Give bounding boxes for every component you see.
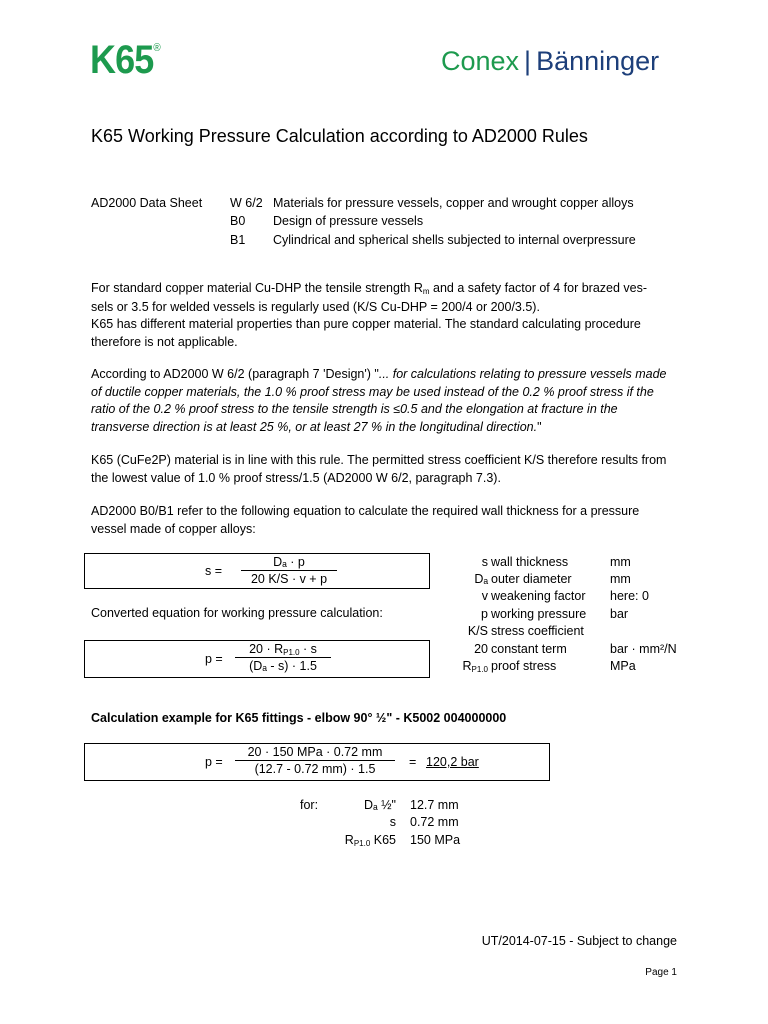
legend-symbol-sub: P1.0 xyxy=(471,665,488,674)
eq1-denominator: 20 K/S · v + p xyxy=(250,572,328,586)
legend-unit: mm xyxy=(610,572,631,586)
legend-description: outer diameter xyxy=(491,572,572,586)
example-equals: = xyxy=(409,755,417,769)
eq2-denominator: (Dₐ - s) · 1.5 xyxy=(249,659,317,673)
legend-unit: MPa xyxy=(610,659,636,673)
example-for-label: for: xyxy=(300,798,319,812)
para2-lead: According to AD2000 W 6/2 (paragraph 7 'Design') " xyxy=(91,367,379,381)
legend-unit: bar xyxy=(610,607,629,621)
legend-description: constant term xyxy=(491,642,567,656)
eq2-fraction xyxy=(235,642,331,673)
eq2-lhs: p = xyxy=(205,652,223,666)
para1-line2: sels or 3.5 for welded vessels is regularly used (K/S Cu-DHP = 200/4 or 200/3.5). xyxy=(91,299,540,314)
datasheet-desc: Design of pressure vessels xyxy=(273,214,424,228)
paragraph-equation-intro: AD2000 B0/B1 refer to the following equation to calculate the required wall thickness for a pressure vessel made of copper alloys: xyxy=(91,504,640,536)
example-param-value: 12.7 mm xyxy=(410,798,459,812)
example-param-name: s xyxy=(389,815,396,829)
example-result: 120,2 bar xyxy=(426,755,479,769)
datasheet-desc: Materials for pressure vessels, copper and wrought copper alloys xyxy=(273,196,634,210)
example-param-sub: P1.0 xyxy=(353,839,371,848)
page-number: Page 1 xyxy=(645,967,677,978)
datasheet-label: AD2000 Data Sheet xyxy=(91,196,203,210)
datasheet-desc: Cylindrical and spherical shells subjected to internal overpressure xyxy=(273,233,636,247)
paragraph-w62-quote xyxy=(91,366,677,436)
example-param-k65: K65 xyxy=(370,833,396,847)
legend-unit: bar · mm²/N xyxy=(610,642,677,656)
registered-mark: ® xyxy=(153,42,160,54)
example-denominator: (12.7 - 0.72 mm) · 1.5 xyxy=(254,762,376,776)
example-equation-box xyxy=(84,743,550,781)
paragraph-k65-rule: K65 (CuFe2P) material is in line with this rule. The permitted stress coefficient K/S therefore results from the lowest value of 1.0 % proof stress/1.5 (AD2000 W 6/2, paragraph 7.3). xyxy=(91,453,667,485)
legend-symbol: Dₐ xyxy=(474,572,488,586)
page-title: K65 Working Pressure Calculation according to AD2000 Rules xyxy=(91,126,588,146)
example-param-name xyxy=(310,833,396,847)
para1-line1-b: and a safety factor of 4 for brazed ves- xyxy=(429,281,648,295)
footer-note: UT/2014-07-15 - Subject to change xyxy=(481,934,677,948)
para1-subscript: m xyxy=(422,287,430,296)
para1-line1-a: For standard copper material Cu-DHP the tensile strength R xyxy=(91,281,423,295)
logo-banninger-text: Bänninger xyxy=(536,46,660,76)
conex-banninger-logo xyxy=(441,46,659,77)
working-pressure-equation-box xyxy=(84,640,430,678)
eq2-num-a: 20 · R xyxy=(249,642,284,656)
example-param-r: R xyxy=(344,833,354,847)
eq1-numerator: Dₐ · p xyxy=(241,555,337,571)
legend-description: stress coefficient xyxy=(491,624,584,638)
example-param-value: 0.72 mm xyxy=(410,815,459,829)
datasheet-code: W 6/2 xyxy=(230,196,263,210)
legend-symbol-r: R xyxy=(462,659,472,673)
example-param-value: 150 MPa xyxy=(410,833,461,847)
example-heading: Calculation example for K65 fittings - elbow 90° ½" - K5002 004000000 xyxy=(91,711,507,725)
legend-unit: mm xyxy=(610,555,631,569)
datasheet-code: B0 xyxy=(230,214,246,228)
eq1-fraction xyxy=(241,555,337,586)
converted-equation-label: Converted equation for working pressure calculation: xyxy=(91,606,383,620)
para2-quote: ... for calculations relating to pressure vessels made of ductile copper materials, the 1.0 % proof stress may be used instead of the 0.2 % proof stress if the ratio of the 0.2 % proof stress to the tensile strength is ≤0.5 and the elongation at fracture in the transverse direction is at least 25 %, or at least 27 % in the longitudinal direction. xyxy=(91,367,667,434)
eq1-lhs: s = xyxy=(205,564,223,578)
legend-symbol: p xyxy=(481,607,488,621)
legend-symbol: K/S xyxy=(467,624,488,638)
wall-thickness-equation-box xyxy=(84,553,430,589)
para2-tail: " xyxy=(537,419,542,434)
legend-description: working pressure xyxy=(491,607,587,621)
legend-description: proof stress xyxy=(491,659,557,673)
logo-separator: | xyxy=(524,46,532,76)
para1-line4: therefore is not applicable. xyxy=(91,334,238,349)
legend-description: weakening factor xyxy=(491,589,586,603)
legend-symbol: v xyxy=(481,589,488,603)
k65-logo xyxy=(90,38,160,83)
eq2-num-b: · s xyxy=(299,642,317,656)
eq2-numerator xyxy=(235,642,331,658)
k65-logo-text: K65 xyxy=(90,38,154,82)
legend-symbol: s xyxy=(481,555,488,569)
legend-unit: here: 0 xyxy=(610,589,649,603)
eq2-num-sub: P1.0 xyxy=(283,648,300,657)
legend-description: wall thickness xyxy=(491,555,569,569)
logo-conex-text: Conex xyxy=(441,46,520,76)
legend-symbol xyxy=(418,659,488,673)
datasheet-code: B1 xyxy=(230,233,246,247)
example-numerator: 20 · 150 MPa · 0.72 mm xyxy=(235,745,395,761)
example-lhs: p = xyxy=(205,755,223,769)
example-param-name: Dₐ ½" xyxy=(363,798,396,812)
para1-line3: K65 has different material properties than pure copper material. The standard calculating procedure xyxy=(91,317,641,331)
example-fraction xyxy=(235,745,395,776)
legend-symbol: 20 xyxy=(474,642,488,656)
paragraph-cu-dhp xyxy=(91,280,677,351)
